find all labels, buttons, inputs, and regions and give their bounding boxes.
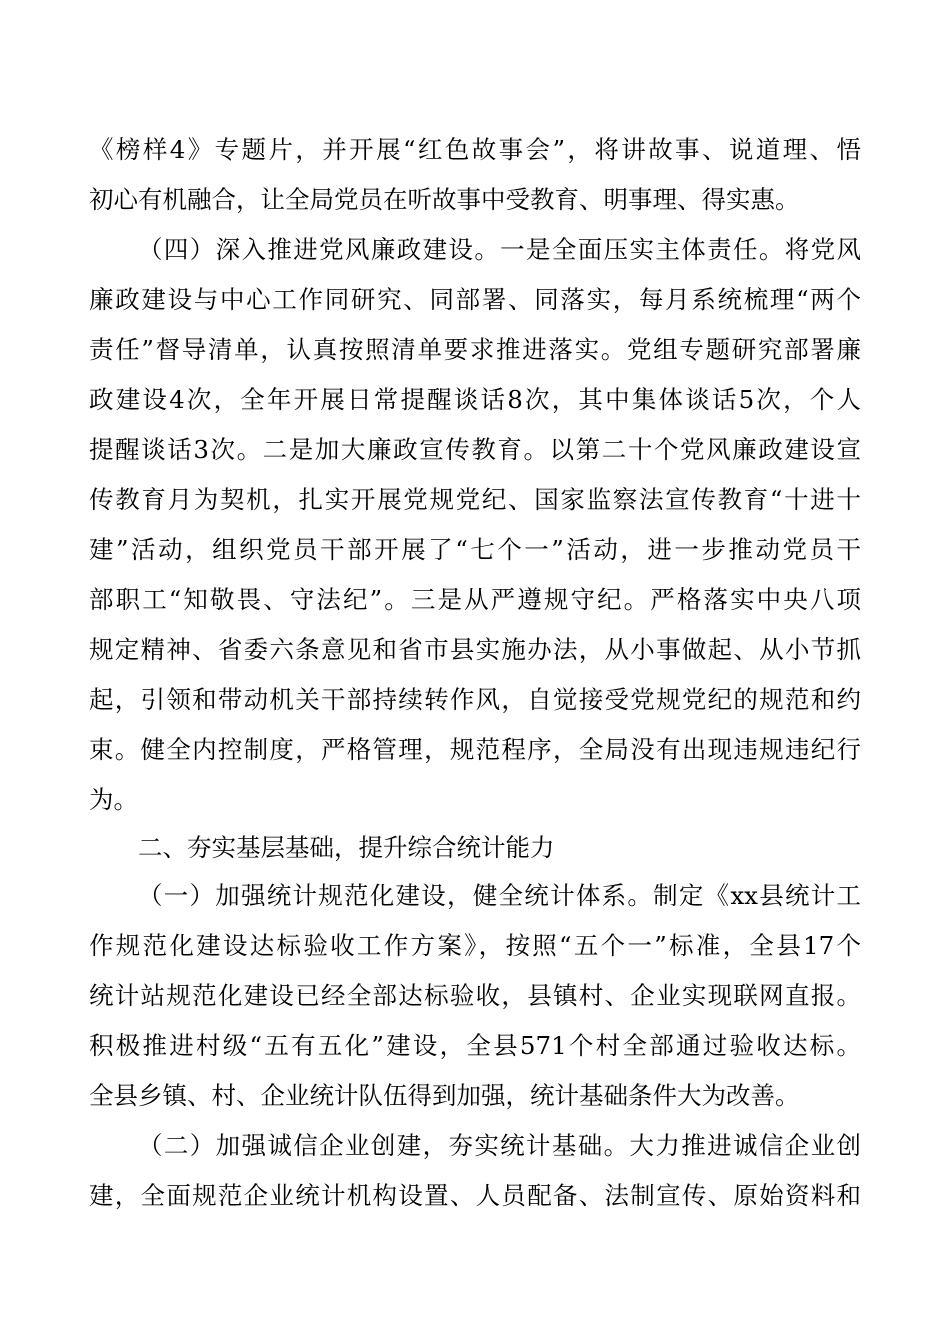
text-line: 初心有机融合，让全局党员在听故事中受教育、明事理、得实惠。 [89, 185, 800, 214]
text-line: 起，引领和带动机关干部持续转作风，自觉接受党规党纪的规范和约 [89, 685, 861, 714]
text-line: 统计站规范化建设已经全部达标验收，县镇村、企业实现联网直报。 [89, 981, 861, 1010]
text-line: 建”活动，组织党员干部开展了“七个一”活动，进一步推动党员干 [89, 535, 861, 564]
paragraph-start-line: （一）加强统计规范化建设，健全统计体系。制定《xx县统计工 [138, 881, 861, 910]
paragraph-start-line: （四）深入推进党风廉政建设。一是全面压实主体责任。将党风 [138, 235, 861, 264]
text-line: 《榜样4》专题片，并开展“红色故事会”，将讲故事、说道理、悟 [89, 135, 861, 164]
paragraph-start-line: （二）加强诚信企业创建，夯实统计基础。大力推进诚信企业创 [138, 1131, 861, 1160]
text-line: 政建设4次，全年开展日常提醒谈话8次，其中集体谈话5次，个人 [89, 385, 861, 414]
text-line: 作规范化建设达标验收工作方案》，按照“五个一”标准，全县17个 [89, 931, 861, 960]
text-line: 部职工“知敬畏、守法纪”。三是从严遵规守纪。严格落实中央八项 [89, 585, 861, 614]
text-line: 束。健全内控制度，严格管理，规范程序，全局没有出现违规违纪行 [89, 735, 861, 764]
text-line: 积极推进村级“五有五化”建设，全县571个村全部通过验收达标。 [89, 1031, 861, 1060]
section-heading: 二、夯实基层基础，提升综合统计能力 [138, 833, 555, 862]
text-line: 廉政建设与中心工作同研究、同部署、同落实，每月系统梳理“两个 [89, 285, 861, 314]
text-line: 全县乡镇、村、企业统计队伍得到加强，统计基础条件大为改善。 [89, 1081, 800, 1110]
text-line: 传教育月为契机，扎实开展党规党纪、国家监察法宣传教育“十进十 [89, 485, 861, 514]
text-line: 提醒谈话3次。二是加大廉政宣传教育。以第二十个党风廉政建设宣 [89, 435, 861, 464]
text-line: 为。 [89, 785, 138, 814]
text-line: 建，全面规范企业统计机构设置、人员配备、法制宣传、原始资料和 [89, 1181, 861, 1210]
text-line: 规定精神、省委六条意见和省市县实施办法，从小事做起、从小节抓 [89, 635, 861, 664]
text-line: 责任”督导清单，认真按照清单要求推进落实。党组专题研究部署廉 [89, 335, 861, 364]
